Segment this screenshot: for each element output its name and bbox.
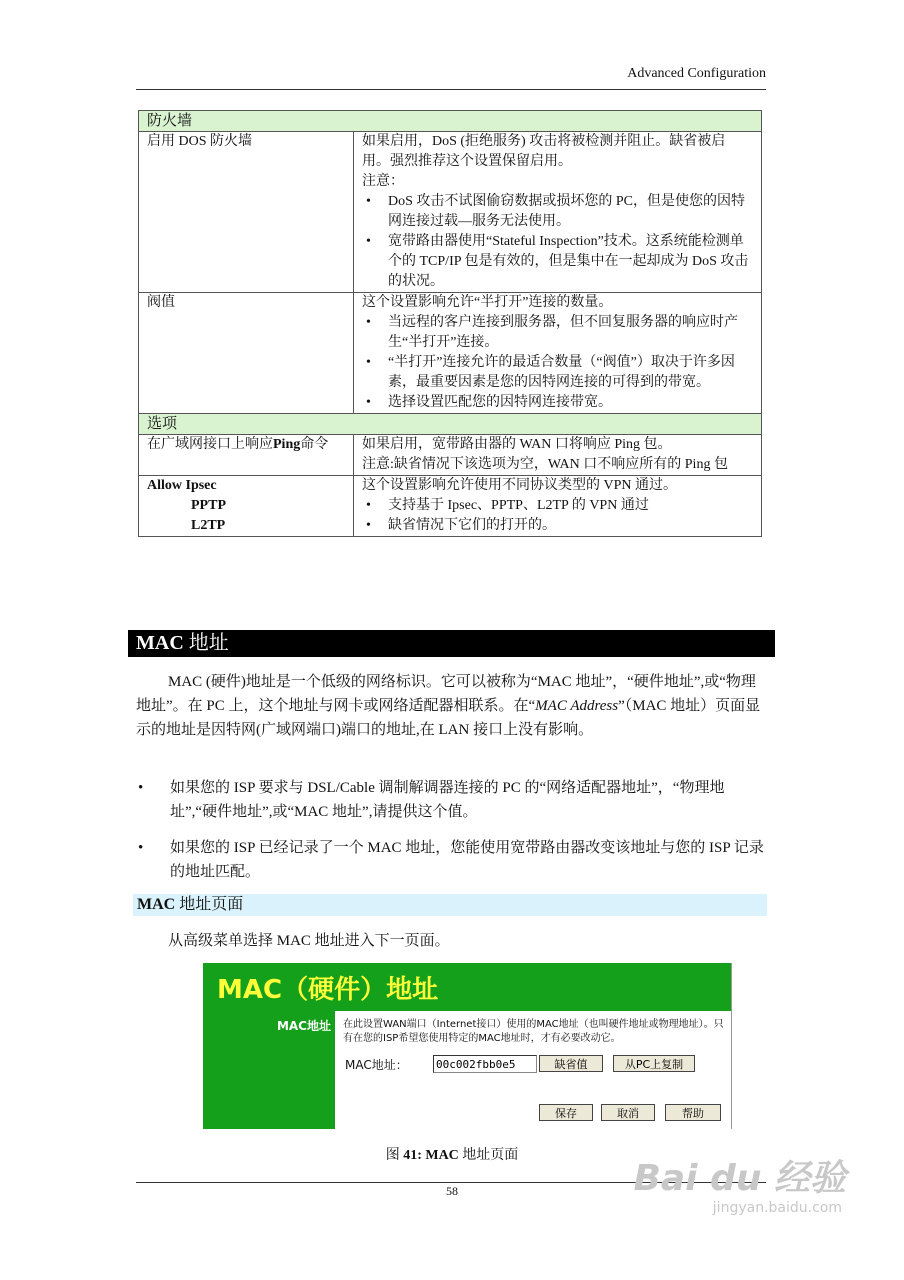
para-em: MAC Address — [535, 698, 619, 714]
ping-description — [354, 435, 762, 476]
screenshot-side-label: MAC地址 — [276, 1019, 331, 1033]
list-item: • 缺省情况下它们的打开的。 — [388, 516, 753, 536]
allow-label-pptp: PPTP — [191, 498, 226, 513]
list-item: • 选择设置匹配您的因特网连接带宽。 — [388, 393, 753, 413]
dos-bullet-list — [362, 192, 753, 292]
mac-section-heading — [128, 630, 775, 657]
section-title-firewall: 防火墙 — [139, 111, 762, 132]
threshold-description — [354, 293, 762, 414]
mac-intro-paragraph — [136, 670, 766, 742]
ping-desc-text: 如果启用，宽带路由器的 WAN 口将响应 Ping 包。 — [362, 437, 672, 452]
mac-page-subheading — [133, 894, 767, 916]
mac-bullet-2 — [138, 836, 766, 884]
cancel-button[interactable]: 取消 — [601, 1104, 655, 1121]
copy-from-pc-button[interactable]: 从PC上复制 — [613, 1055, 695, 1072]
dos-description — [354, 132, 762, 293]
screenshot-side-panel — [203, 1011, 335, 1129]
allow-desc-text: 这个设置影响允许使用不同协议类型的 VPN 通过。 — [362, 478, 678, 493]
para-part-a: MAC (硬件)地址是一个低级的网络标识。它可以被称为“MAC 地址”，“硬件地址”,或“物理地址”。在 PC 上，这个地址与网卡或网络适配器相联系。在“ — [136, 674, 756, 714]
threshold-desc-text: 这个设置影响允许“半打开”连接的数量。 — [362, 295, 613, 310]
caption-bold: 41: MAC — [403, 1148, 459, 1163]
baidu-watermark-logo: Bai du 经验 — [633, 1158, 846, 1199]
screenshot-description: 在此设置WAN端口（Internet接口）使用的MAC地址（也叫硬件地址或物理地址）。只有在您的ISP希望您使用特定的MAC地址时，才有必要改动它。 — [343, 1019, 724, 1044]
list-item: • 宽带路由器使用“Stateful Inspection”技术。这系统能检测单个的 TCP/IP 包是有效的，但是集中在一起却成为 DoS 攻击的状况。 — [388, 232, 753, 292]
subheading-bold: MAC — [137, 896, 176, 913]
bullet-text: 如果您的 ISP 已经记录了一个 MAC 地址，您能使用宽带路由器改变该地址与您的 ISP 记录的地址匹配。 — [170, 840, 764, 880]
list-item: • 支持基于 Ipsec、PPTP、L2TP 的 VPN 通过 — [388, 496, 753, 516]
threshold-label: 阀值 — [139, 293, 354, 414]
allow-label-l2tp: L2TP — [191, 518, 226, 533]
ping-label-a: 在广域网接口上响应 — [147, 437, 273, 452]
subheading-rest: 地址页面 — [175, 896, 244, 913]
allow-description — [354, 476, 762, 537]
dos-label: 启用 DOS 防火墙 — [139, 132, 354, 293]
bullet-dot: • — [138, 840, 144, 856]
para-part-b: ”（MAC 地址）页面显示的地址是因特网(广域网端口)端口的地址,在 LAN 接口上没有影响。 — [136, 698, 761, 738]
table-row-threshold — [139, 293, 762, 414]
dos-note: 注意： — [362, 174, 404, 189]
list-item: • DoS 攻击不试图偷窃数据或损坏您的 PC，但是使您的因特网连接过载—服务无法使用。 — [388, 192, 753, 232]
mac-heading-bold: MAC — [136, 632, 184, 654]
mac-address-label: MAC地址： — [345, 1058, 408, 1072]
mac-page-screenshot — [203, 963, 732, 1129]
help-button[interactable]: 帮助 — [665, 1104, 721, 1121]
bullet-text: 如果您的 ISP 要求与 DSL/Cable 调制解调器连接的 PC 的“网络适配器地址”，“物理地址”,“硬件地址”,或“MAC 地址”,请提供这个值。 — [170, 780, 725, 820]
default-value-button[interactable]: 缺省值 — [539, 1055, 603, 1072]
mac-address-input[interactable] — [433, 1055, 537, 1073]
allow-bullet-list — [362, 496, 753, 536]
section-title-options: 选项 — [139, 414, 762, 435]
caption-prefix: 图 — [385, 1148, 404, 1163]
screenshot-title: MAC（硬件）地址 — [217, 975, 439, 1005]
header-divider — [136, 89, 766, 90]
caption-rest: 地址页面 — [458, 1148, 519, 1163]
table-row-allow — [139, 476, 762, 537]
list-item: • 当远程的客户连接到服务器，但不回复服务器的响应时产生“半打开”连接。 — [388, 313, 753, 353]
table-row-ping — [139, 435, 762, 476]
ping-note: 注意:缺省情况下该选项为空，WAN 口不响应所有的 Ping 包 — [362, 457, 728, 472]
ping-label-c: 命令 — [300, 437, 329, 452]
ping-label — [139, 435, 354, 476]
screenshot-title-bar — [203, 963, 731, 1011]
baidu-watermark-url: jingyan.baidu.com — [712, 1200, 842, 1216]
threshold-bullet-list — [362, 313, 753, 413]
mac-bullet-1 — [138, 776, 766, 824]
section-row-options — [139, 414, 762, 435]
list-item: • “半打开”连接允许的最适合数量（“阀值”）取决于许多因素，最重要因素是您的因特网连接的可得到的带宽。 — [388, 353, 753, 393]
allow-label — [139, 476, 354, 537]
section-row-firewall — [139, 111, 762, 132]
table-row-dos — [139, 132, 762, 293]
page-header-title: Advanced Configuration — [627, 66, 766, 81]
dos-desc-text: 如果启用，DoS (拒绝服务) 攻击将被检测并阻止。缺省被启用。强烈推荐这个设置保留启用。 — [362, 134, 726, 169]
page-number: 58 — [446, 1184, 458, 1198]
bullet-dot: • — [138, 780, 144, 796]
mac-page-intro: 从高级菜单选择 MAC 地址进入下一页面。 — [168, 933, 450, 949]
mac-heading-rest: 地址 — [183, 632, 229, 654]
save-button[interactable]: 保存 — [539, 1104, 593, 1121]
ping-label-b: Ping — [273, 437, 301, 452]
firewall-settings-table — [138, 110, 762, 537]
allow-label-ipsec: Allow Ipsec — [147, 478, 217, 493]
